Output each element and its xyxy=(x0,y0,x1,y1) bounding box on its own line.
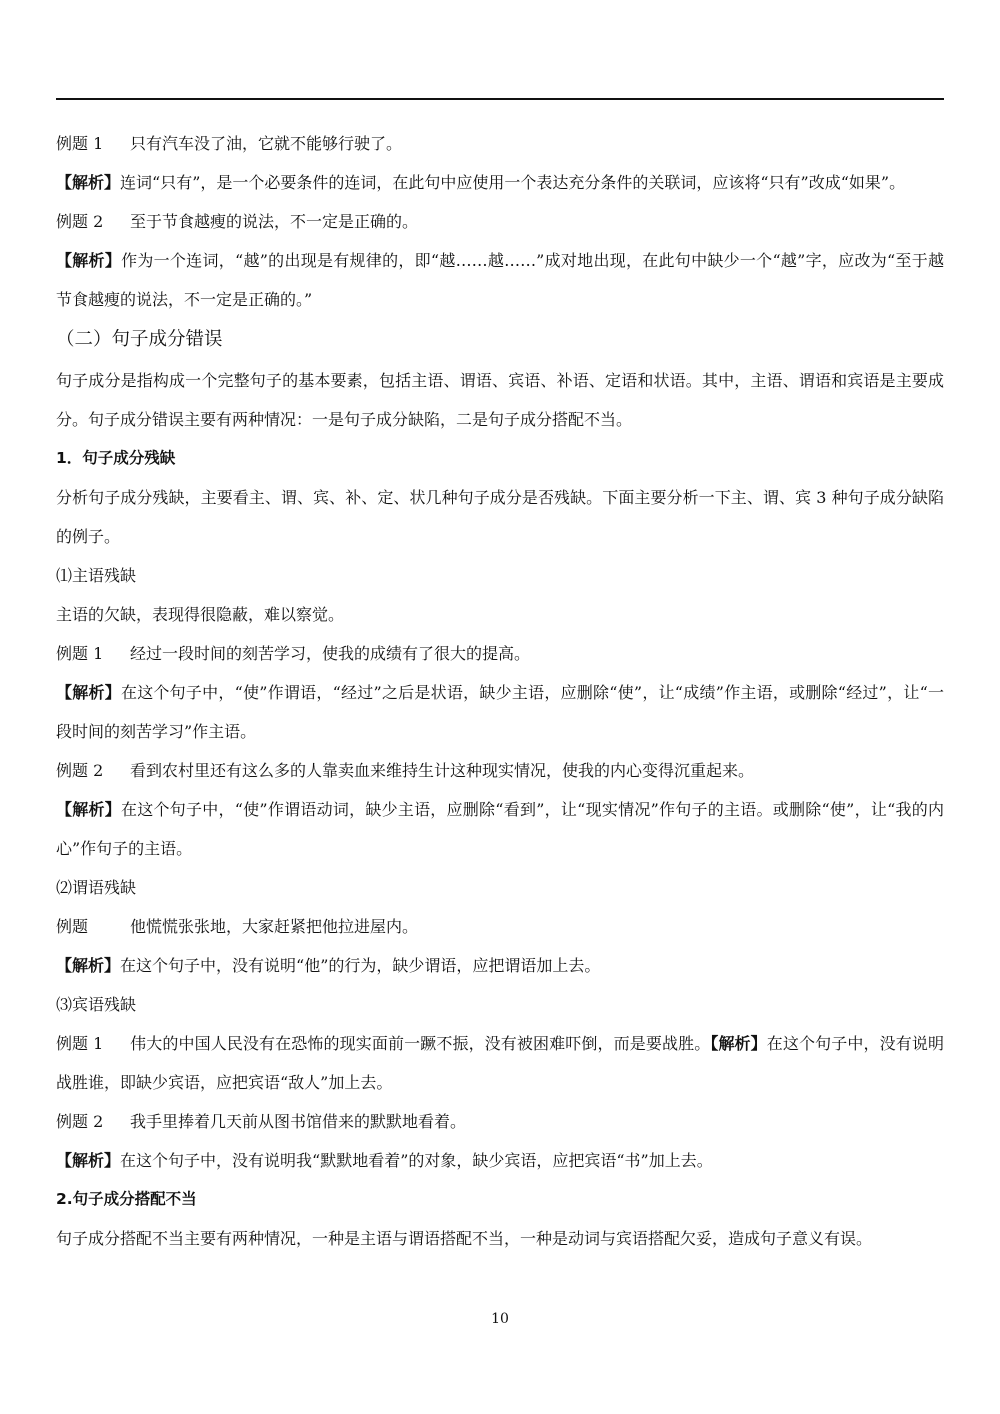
analysis-tag: 【解析】 xyxy=(56,683,121,702)
subsection-heading-mismatched-components: 2.句子成分搭配不当 xyxy=(56,1190,197,1208)
example-text: 伟大的中国人民没有在恐怖的现实面前一蹶不振，没有被困难吓倒，而是要战胜。 xyxy=(130,1034,711,1053)
example-text: 他慌慌张张地，大家赶紧把他拉进屋内。 xyxy=(130,917,419,936)
section-heading-sentence-component-errors: （二）句子成分错误 xyxy=(56,329,223,350)
subsection-intro: 分析句子成分残缺，主要看主、谓、宾、补、定、状几种句子成分是否残缺。下面主要分析一下主、谓、宾 3 种句子成分缺陷的例子。 xyxy=(56,488,944,546)
header-rule xyxy=(56,98,944,100)
analysis-tag: 【解析】 xyxy=(56,251,122,270)
example-text: 只有汽车没了油，它就不能够行驶了。 xyxy=(130,134,403,153)
subsection-heading-missing-components: 1．句子成分残缺 xyxy=(56,449,176,467)
example-label: 例题 2 xyxy=(56,761,104,780)
analysis-text: 连词“只有”，是一个必要条件的连词，在此句中应使用一个表达充分条件的关联词，应该将“只有”改成“如果”。 xyxy=(120,173,906,192)
analysis-2-subject xyxy=(56,790,944,868)
analysis-tag: 【解析】 xyxy=(56,800,121,819)
analysis-tag: 【解析】 xyxy=(56,173,121,192)
example-2-object xyxy=(56,1102,944,1141)
example-predicate xyxy=(56,907,944,946)
page-number: 10 xyxy=(491,1311,509,1327)
example-1-object xyxy=(56,1024,944,1102)
analysis-2-object xyxy=(56,1141,944,1180)
analysis-text: 在这个句子中，没有说明“他”的行为，缺少谓语，应把谓语加上去。 xyxy=(120,956,601,975)
analysis-tag: 【解析】 xyxy=(56,1151,121,1170)
analysis-text: 在这个句子中，“使”作谓语，“经过”之后是状语，缺少主语，应删除“使”，让“成绩”作主语，或删除“经过”，让“一段时间的刻苦学习”作主语。 xyxy=(56,683,944,741)
example-2-subject xyxy=(56,751,944,790)
analysis-predicate xyxy=(56,946,944,985)
example-label: 例题 1 xyxy=(56,1034,104,1053)
example-1-subject xyxy=(56,634,944,673)
analysis-1-subject xyxy=(56,673,944,751)
analysis-text: 在这个句子中，没有说明战胜谁，即缺少宾语，应把宾语“敌人”加上去。 xyxy=(56,1034,944,1092)
analysis-tag: 【解析】 xyxy=(710,1034,767,1053)
example-text: 看到农村里还有这么多的人靠卖血来维持生计这种现实情况，使我的内心变得沉重起来。 xyxy=(130,761,755,780)
example-text: 经过一段时间的刻苦学习，使我的成绩有了很大的提高。 xyxy=(130,644,531,663)
analysis-text: 在这个句子中，没有说明我“默默地看着”的对象，缺少宾语，应把宾语“书”加上去。 xyxy=(120,1151,713,1170)
example-text: 至于节食越瘦的说法，不一定是正确的。 xyxy=(130,212,419,231)
point-intro: 主语的欠缺，表现得很隐蔽，难以察觉。 xyxy=(56,605,345,624)
document-body xyxy=(56,124,944,1258)
example-label: 例题 2 xyxy=(56,1112,104,1131)
subsection-intro: 句子成分搭配不当主要有两种情况，一种是主语与谓语搭配不当，一种是动词与宾语搭配欠妥，造成句子意义有误。 xyxy=(56,1229,873,1248)
analysis-tag: 【解析】 xyxy=(56,956,121,975)
example-1-conjunction xyxy=(56,124,944,163)
example-label: 例题 xyxy=(56,917,89,936)
section-intro: 句子成分是指构成一个完整句子的基本要素，包括主语、谓语、宾语、补语、定语和状语。其中，主语、谓语和宾语是主要成分。句子成分错误主要有两种情况：一是句子成分缺陷，二是句子成分搭配不当。 xyxy=(56,371,944,429)
example-label: 例题 1 xyxy=(56,644,104,663)
analysis-text: 作为一个连词，“越”的出现是有规律的，即“越……越……”成对地出现，在此句中缺少一个“越”字，应改为“至于越节食越瘦的说法，不一定是正确的。” xyxy=(56,251,944,309)
example-label: 例题 1 xyxy=(56,134,104,153)
analysis-2-conjunction xyxy=(56,241,944,319)
point-heading-missing-subject: ⑴主语残缺 xyxy=(56,566,137,585)
example-label: 例题 2 xyxy=(56,212,104,231)
example-text: 我手里捧着几天前从图书馆借来的默默地看着。 xyxy=(130,1112,467,1131)
point-heading-missing-predicate: ⑵谓语残缺 xyxy=(56,878,137,897)
point-heading-missing-object: ⑶宾语残缺 xyxy=(56,995,137,1014)
analysis-1-conjunction xyxy=(56,163,944,202)
example-2-conjunction xyxy=(56,202,944,241)
analysis-text: 在这个句子中，“使”作谓语动词，缺少主语，应删除“看到”，让“现实情况”作句子的主语。或删除“使”，让“我的内心”作句子的主语。 xyxy=(56,800,944,858)
